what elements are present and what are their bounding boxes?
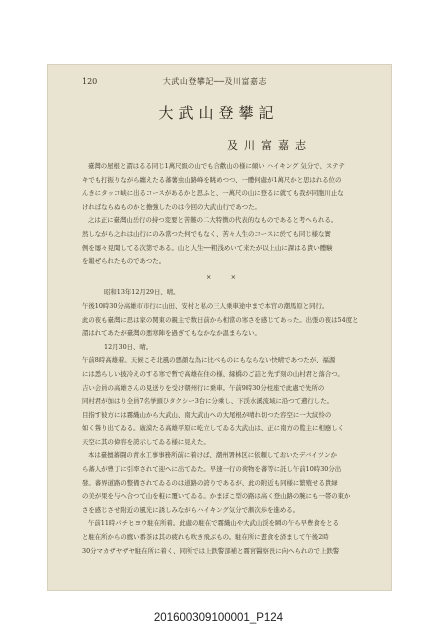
image-id-caption: 201600309100001_P124 — [153, 612, 284, 624]
page-number: 120 — [82, 76, 98, 86]
running-title: 大武山登攀記──及川富嘉志 — [162, 76, 268, 86]
text-line: 例を屡々見聞してる次第である。山と人生──粗浅めいて来たが以上山に課はる貴い體験 — [82, 243, 333, 252]
article-author: 及川富嘉志 — [227, 139, 312, 152]
text-line: 本は臺擅蕃闘の青水工事事務所前に着けば、潮州署林区に依頼しておいたデバイツンか — [88, 451, 337, 460]
page-header — [82, 75, 358, 87]
text-line: 臺灣の屋根と謂はるる同じ1萬尺級の山でも合歡山の様に頗い ハイキング 気分で、ステテ — [88, 162, 345, 170]
text-line: 目指す彼方には霧織山から大武山、南大武山への大尾根が晴れ切つた容空に一大紋怜の — [82, 410, 332, 419]
text-line: 如く聳り出てゐる。廣漠たる高雄平原に屹立してゐる大武山は、正に南方の覧主に相應しく — [82, 424, 345, 433]
text-line: ければならぬものかと擔強したのは今回の大武山行であつた。 — [82, 202, 261, 211]
text-line: 然しながら之れは山行にのみ當つた何でもなく、苦々人生のコースに於ても同じ様な實 — [82, 229, 331, 238]
article-body — [82, 160, 360, 558]
text-line: 30分マカザヤザヤ駐在所に着く、同所では上鉄警部補と霧宮醫察長に向へられので上鉄警 — [82, 546, 340, 555]
text-line: 發。蕃界道路の整備されてゐるのは道路の誇りであるが、此の附近も同様に繁殖せる貴緑 — [82, 478, 338, 487]
text-line: の美が果を与へ合つて山を粧に覆いてゐる。かまぼこ型の路は高く登山路の腕にも一帯の東か — [82, 492, 351, 501]
text-line: んきにタッコ峡に出るコースがあるかと思ふと、一萬尺の山に登るに就ても我が同胞川止な — [82, 189, 344, 198]
text-line: さを感じさせ附近の風光に誘しみながらハイキング気分で漸次歩を進める。 — [82, 505, 300, 514]
text-line: 天空に其の偉容を誇示してゐる様に見えた。 — [82, 437, 210, 446]
text-line: 午前11時パチヒヨウ駐在所着。此處の駐在で霧織山や大武山渓を瞬の午ら早豊食をとる — [88, 519, 339, 528]
text-line: と駐在所からの鷹い番茶は其の疲れも吹き飛ぶもの。駐在所に晝食を済まして午後2時 — [82, 533, 329, 542]
text-line: ら蕃人が豊丁に引率されて迎へに出てゐた。早速一行の荷物を蕃等に託し午前10時30分出 — [82, 465, 342, 474]
text-line: 午後10時30分高雄市市行に山田、安村と私の三人乗車途中まで本官の潮馬原と同行。 — [82, 301, 329, 310]
text-line: 之は正に臺灣山岳行の持つ変要と苦難の二大特徴の代表的なものであると考へられる。 — [88, 216, 338, 225]
article-title: 大武山登攀記 — [158, 104, 279, 122]
section-separator: × × — [206, 272, 236, 281]
text-line: キでも打振りながら纏えたる蕃薯虫山路峰を眺めつつ、一體何處が1萬尺かと思はれる位の — [82, 175, 342, 184]
text-line: 謂はれてあたが臺灣の悪寒陣を過ぎてもなかなか温まらない。 — [82, 329, 261, 338]
text-line: 12月30日、晴。 — [104, 342, 153, 351]
text-line: 吉い会員の高雄さんの見送りを受け朝州行に乗車。午前9時30分柱座で此處で先所の — [82, 383, 325, 392]
text-line: 此の夜も臺灣に思は家の関東の親主で数日前から相當の寒さを感じてあった。出張の夜は54度と — [82, 315, 359, 324]
text-line: 午前8時高雄着。天候こそ北風の悪顔な為に比べものにもならない快晴であつたが、福源 — [82, 356, 336, 365]
text-line: には悉らしい披冷えのする寒で暫で高雄在住の様、縁橋のご詰と先ず刻の山村君と落合つ。 — [82, 369, 344, 378]
text-line: 同村君が加はり全員7名挙頭ひタクシー3台に分乘し、下渓水溪流域に沿つて遡行した。 — [82, 397, 333, 406]
text-line: を報ぜられたものであつた。 — [82, 257, 166, 266]
text-line: 昭和13年12月29日、晴。 — [104, 288, 180, 297]
